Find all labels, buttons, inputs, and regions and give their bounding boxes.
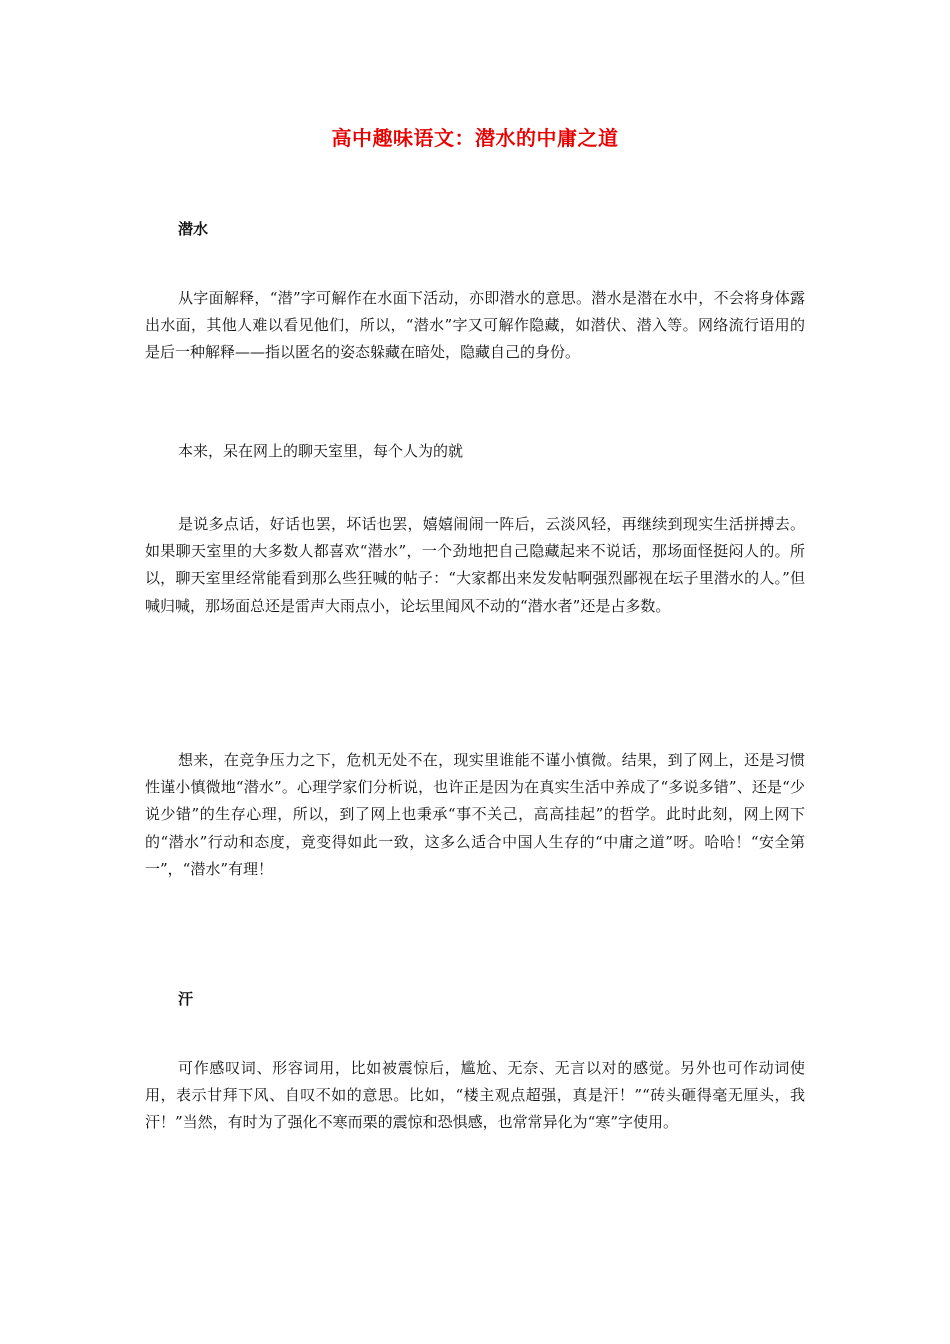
paragraph-qianshui-definition: 从字面解释，“潜”字可解作在水面下活动，亦即潜水的意思。潜水是潜在水中，不会将身体露出水面，其他人难以看见他们，所以，“潜水”字又可解作隐藏，如潜伏、潜入等。网络流行语用的是后一种解释——指以匿名的姿态躲藏在暗处，隐藏自己的身份。 [145, 289, 805, 362]
paragraph-chatroom-intro: 本来，呆在网上的聊天室里，每个人为的就 [178, 442, 464, 460]
paragraph-zhongyong: 想来，在竞争压力之下，危机无处不在，现实里谁能不谨小慎微。结果，到了网上，还是习惯性谨小慎微地“潜水”。心理学家们分析说，也许正是因为在真实生活中养成了“多说多错”、还是“少说少错”的生存心理，所以，到了网上也秉承“事不关己，高高挂起”的哲学。此时此刻，网上网下的“潜水”行动和态度，竟变得如此一致，这多么适合中国人生存的“中庸之道”呀。哈哈！“安全第一”，“潜水”有理！ [145, 751, 805, 878]
paragraph-han-definition: 可作感叹词、形容词用，比如被震惊后，尴尬、无奈、无言以对的感觉。另外也可作动词使用，表示甘拜下风、自叹不如的意思。比如，“楼主观点超强，真是汗！”“砖头砸得毫无厘头，我汗！”当然，有时为了强化不寒而栗的震惊和恐惧感，也常常异化为“寒”字使用。 [145, 1059, 805, 1132]
paragraph-chatroom-behavior: 是说多点话，好话也罢，坏话也罢，嬉嬉闹闹一阵后，云淡风轻，再继续到现实生活拼搏去。如果聊天室里的大多数人都喜欢“潜水”，一个劲地把自己隐藏起来不说话，那场面怪挺闷人的。所以，聊天室里经常能看到那么些狂喊的帖子：“大家都出来发发帖啊强烈鄙视在坛子里潜水的人。”但喊归喊，那场面总还是雷声大雨点小，论坛里闻风不动的“潜水者”还是占多数。 [145, 515, 805, 615]
section-heading-qianshui: 潜水 [178, 220, 209, 238]
section-heading-han: 汗 [178, 990, 194, 1008]
document-title: 高中趣味语文：潜水的中庸之道 [331, 126, 619, 150]
